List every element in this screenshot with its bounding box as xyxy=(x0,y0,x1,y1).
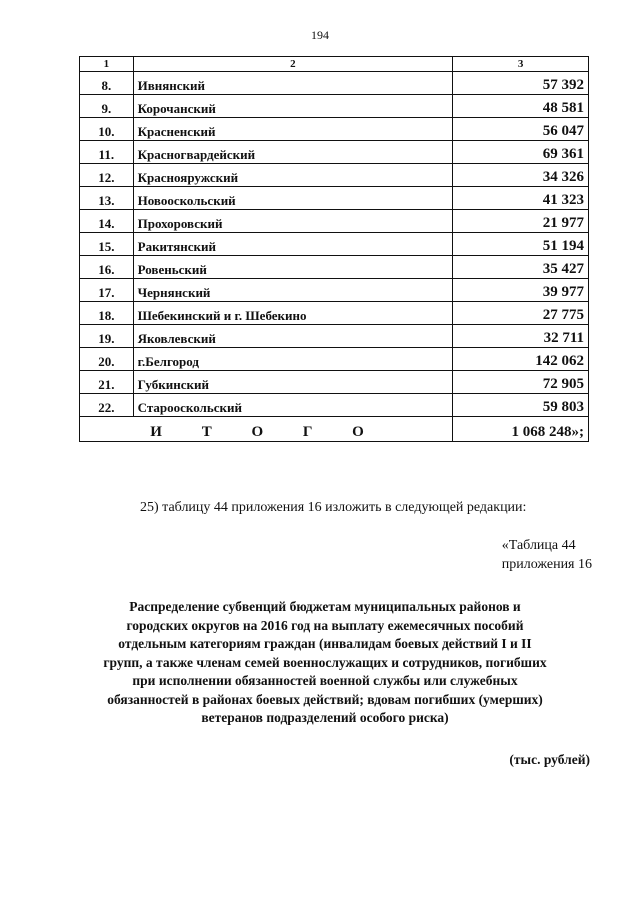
district-name: Краснояружский xyxy=(133,164,453,187)
total-value: 1 068 248»; xyxy=(453,417,589,442)
table-title xyxy=(90,598,560,728)
table-row xyxy=(80,325,589,348)
subsidy-value: 51 194 xyxy=(453,233,589,256)
subsidy-table xyxy=(79,56,589,442)
table-row xyxy=(80,371,589,394)
column-header: 2 xyxy=(133,57,453,72)
district-name: Красненский xyxy=(133,118,453,141)
subsidy-value: 56 047 xyxy=(453,118,589,141)
subsidy-value: 69 361 xyxy=(453,141,589,164)
subsidy-value: 142 062 xyxy=(453,348,589,371)
row-number: 16. xyxy=(80,256,134,279)
page-number: 194 xyxy=(311,28,329,42)
district-name: Корочанский xyxy=(133,95,453,118)
district-name: Губкинский xyxy=(133,371,453,394)
subsidy-value: 48 581 xyxy=(453,95,589,118)
table-row xyxy=(80,348,589,371)
row-number: 18. xyxy=(80,302,134,325)
row-number: 10. xyxy=(80,118,134,141)
title-line: групп, а также членам семей военнослужащих и сотрудников, погибших xyxy=(103,654,547,670)
table-row xyxy=(80,118,589,141)
table-row xyxy=(80,394,589,417)
subsidy-value: 35 427 xyxy=(453,256,589,279)
row-number: 19. xyxy=(80,325,134,348)
total-row xyxy=(80,417,589,442)
district-name: Ровеньский xyxy=(133,256,453,279)
row-number: 22. xyxy=(80,394,134,417)
row-number: 13. xyxy=(80,187,134,210)
table-row xyxy=(80,95,589,118)
row-number: 17. xyxy=(80,279,134,302)
column-header: 1 xyxy=(80,57,134,72)
row-number: 15. xyxy=(80,233,134,256)
district-name: Ракитянский xyxy=(133,233,453,256)
row-number: 9. xyxy=(80,95,134,118)
table-row xyxy=(80,256,589,279)
caption-line: «Таблица 44 xyxy=(501,538,576,553)
district-name: Ивнянский xyxy=(133,72,453,95)
table-row xyxy=(80,233,589,256)
district-name: Красногвардейский xyxy=(133,141,453,164)
title-line: при исполнении обязанностей военной службы или служебных xyxy=(132,673,518,688)
subsidy-value: 39 977 xyxy=(453,279,589,302)
district-name: Шебекинский и г. Шебекино xyxy=(133,302,453,325)
district-name: Старооскольский xyxy=(133,394,453,417)
table-row xyxy=(80,164,589,187)
title-line: ветеранов подразделений особого риска) xyxy=(201,710,449,725)
subsidy-value: 59 803 xyxy=(453,394,589,417)
subsidy-value: 72 905 xyxy=(453,371,589,394)
subsidy-value: 32 711 xyxy=(453,325,589,348)
subsidy-value: 41 323 xyxy=(453,187,589,210)
amendment-paragraph: 25) таблицу 44 приложения 16 изложить в следующей редакции: xyxy=(140,500,527,515)
table-row xyxy=(80,72,589,95)
table-caption xyxy=(502,536,592,574)
district-name: Новооскольский xyxy=(133,187,453,210)
district-name: г.Белгород xyxy=(133,348,453,371)
district-name: Чернянский xyxy=(133,279,453,302)
title-line: обязанностей в районах боевых действий; вдовам погибших (умерших) xyxy=(107,691,543,707)
subsidy-value: 21 977 xyxy=(453,210,589,233)
row-number: 12. xyxy=(80,164,134,187)
row-number: 8. xyxy=(80,72,134,95)
row-number: 20. xyxy=(80,348,134,371)
row-number: 14. xyxy=(80,210,134,233)
row-number: 11. xyxy=(80,141,134,164)
column-header: 3 xyxy=(453,57,589,72)
title-line: отдельным категориям граждан (инвалидам боевых действий I и II xyxy=(118,636,532,651)
table-row xyxy=(80,210,589,233)
subsidy-value: 57 392 xyxy=(453,72,589,95)
subsidy-value: 34 326 xyxy=(453,164,589,187)
table-header-row xyxy=(80,57,589,72)
subsidy-value: 27 775 xyxy=(453,302,589,325)
row-number: 21. xyxy=(80,371,134,394)
table-row xyxy=(80,302,589,325)
table-row xyxy=(80,187,589,210)
district-name: Яковлевский xyxy=(133,325,453,348)
table-row xyxy=(80,279,589,302)
title-line: городских округов на 2016 год на выплату ежемесячных пособий xyxy=(126,617,524,633)
total-label: И Т О Г О xyxy=(80,417,453,442)
caption-line: приложения 16 xyxy=(501,557,592,572)
district-name: Прохоровский xyxy=(133,210,453,233)
title-line: Распределение субвенций бюджетам муниципальных районов и xyxy=(129,599,521,614)
units-label: (тыс. рублей) xyxy=(509,752,590,767)
table-row xyxy=(80,141,589,164)
